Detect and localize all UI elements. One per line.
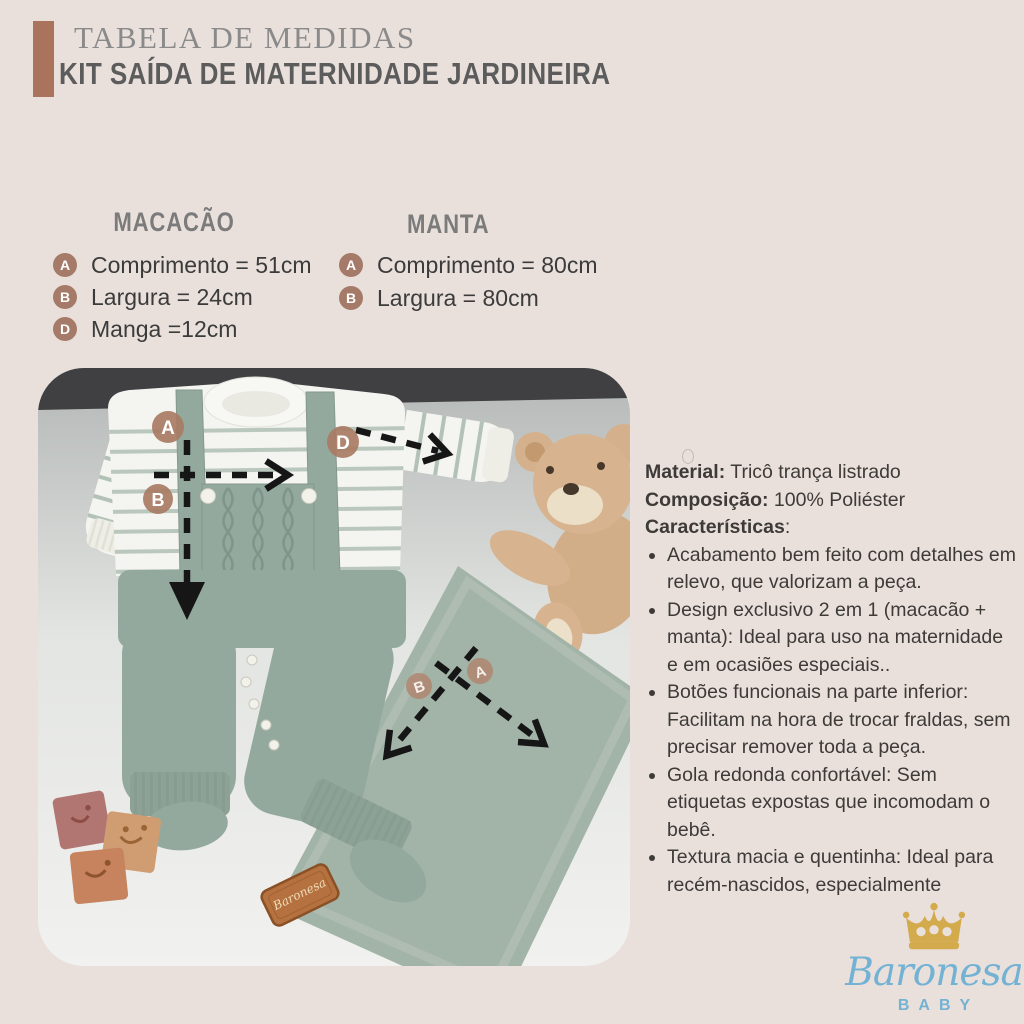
svg-text:B: B [411, 677, 428, 698]
page-subtitle-text: KIT SAÍDA DE MATERNIDADE JARDINEIRA [59, 56, 611, 91]
measure-badge-b: B [53, 285, 77, 309]
measure-text: Comprimento = 80cm [377, 251, 598, 278]
page-title: TABELA DE MEDIDAS [74, 20, 416, 55]
features-list [645, 542, 1017, 900]
features-colon: : [784, 516, 791, 538]
composition-line [645, 487, 1017, 515]
svg-text:D: D [336, 433, 350, 454]
measure-row-macacao-d [53, 316, 237, 342]
material-line [645, 459, 1017, 487]
title-accent-bar [33, 21, 54, 97]
measure-row-macacao-a [53, 252, 312, 278]
brand-logo [843, 901, 1024, 1015]
material-value: Tricô trança listrado [725, 461, 901, 483]
measure-badge-a: A [339, 253, 363, 277]
measure-badge-d: D [53, 317, 77, 341]
feature-item: • Textura macia e quentinha: Ideal para recém-nascidos, especialmente [667, 844, 1017, 899]
features-heading [645, 514, 1017, 542]
section-heading-macacao-text: MACACÃO [112, 207, 235, 237]
measure-text: Manga =12cm [91, 315, 238, 342]
measure-row-manta-b [339, 285, 539, 311]
feature-item: • Botões funcionais na parte inferior: Facilitam na hora de trocar fraldas, sem precisar remover toda a peça. [667, 679, 1017, 762]
measure-row-manta-a [339, 252, 598, 278]
measure-text: Comprimento = 51cm [91, 251, 312, 278]
photo-badge-a [152, 411, 184, 443]
measure-badge-b: B [339, 286, 363, 310]
svg-text:A: A [472, 662, 489, 683]
brand-subtitle: BABY [897, 996, 980, 1014]
section-heading-macacao [66, 207, 281, 238]
feature-item: • Design exclusivo 2 em 1 (macacão + manta): Ideal para uso na maternidade e em ocasiões especiais.. [667, 597, 1017, 680]
svg-text:A: A [161, 418, 175, 439]
measure-text: Largura = 24cm [91, 283, 253, 310]
composition-value: 100% Poliéster [768, 488, 906, 511]
feature-item: • Acabamento bem feito com detalhes em relevo, que valorizam a peça. [667, 542, 1017, 597]
features-label: Características [645, 516, 785, 538]
composition-label: Composição: [645, 488, 769, 511]
section-heading-manta [350, 209, 546, 240]
feature-item: • Gola redonda confortável: Sem etiquetas expostas que incomodam o bebê. [667, 762, 1017, 845]
measure-row-macacao-b [53, 284, 253, 310]
product-photo [38, 368, 630, 966]
photo-badge-d [327, 426, 359, 458]
patch-text: Baronesa [270, 875, 329, 913]
product-details [645, 459, 1017, 899]
page-subtitle [59, 56, 715, 92]
product-photo-scene [38, 368, 630, 966]
material-label: Material: [645, 461, 726, 483]
brand-name: Baronesa [845, 950, 1023, 995]
photo-badge-b [143, 484, 173, 514]
measure-badge-a: A [53, 253, 77, 277]
crown-icon [896, 901, 972, 953]
measure-text: Largura = 80cm [377, 284, 539, 311]
svg-text:B: B [151, 490, 165, 510]
section-heading-manta-text: MANTA [406, 209, 490, 239]
